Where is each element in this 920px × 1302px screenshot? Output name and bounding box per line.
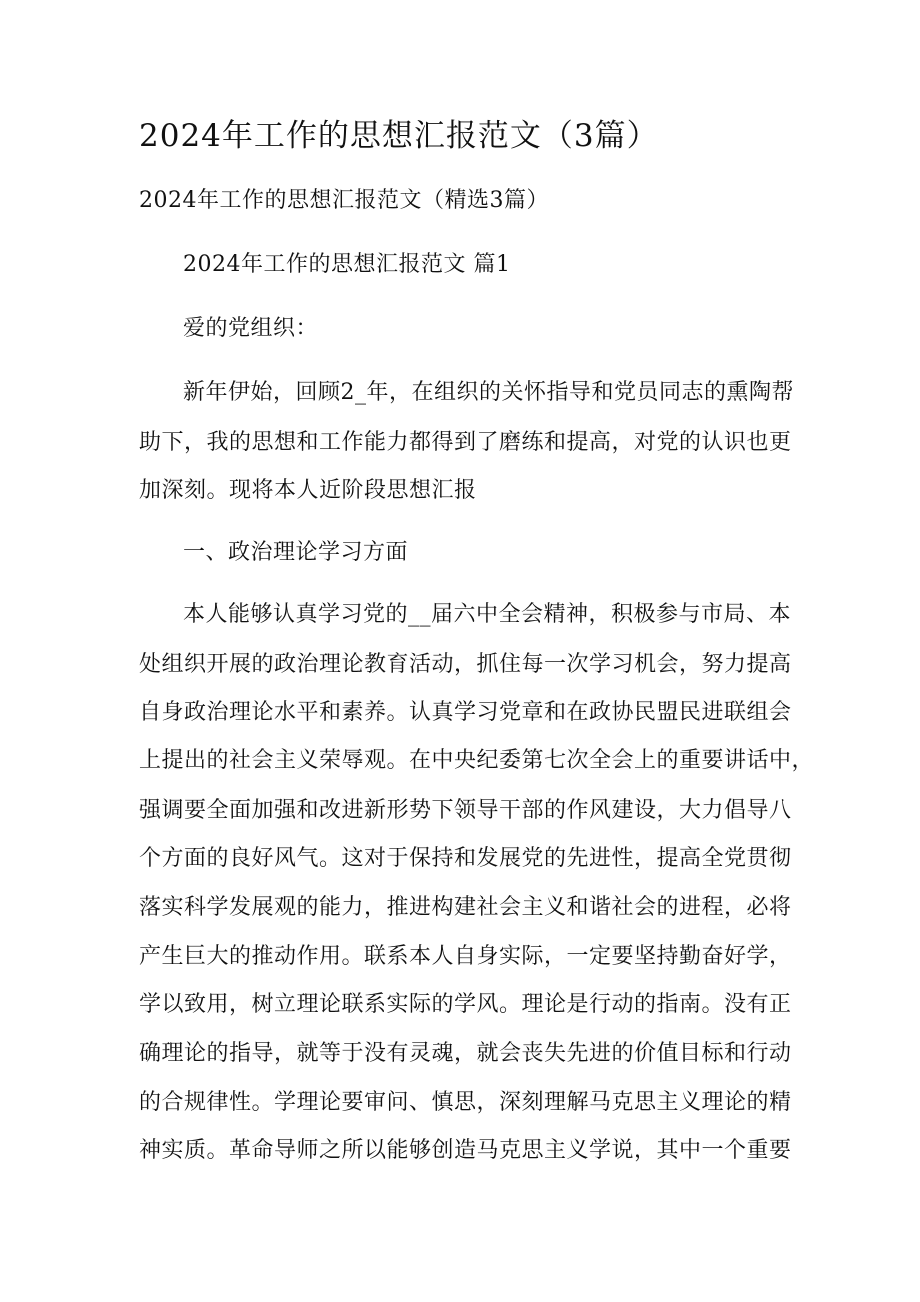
salutation: 爱的党组织： bbox=[183, 316, 319, 341]
paragraph-line: 强调要全面加强和改进新形势下领导干部的作风建设，大力倡导八 bbox=[139, 798, 792, 823]
paragraph-line: 助下，我的思想和工作能力都得到了磨练和提高，对党的认识也更 bbox=[139, 430, 792, 455]
section-heading: 2024年工作的思想汇报范文 篇1 bbox=[183, 252, 511, 277]
document-title: 2024年工作的思想汇报范文（3篇） bbox=[139, 118, 659, 154]
paragraph-line: 新年伊始，回顾2_年，在组织的关怀指导和党员同志的熏陶帮 bbox=[183, 380, 794, 405]
paragraph-line: 自身政治理论水平和素养。认真学习党章和在政协民盟民进联组会 bbox=[139, 700, 792, 725]
paragraph-line: 个方面的良好风气。这对于保持和发展党的先进性，提高全党贯彻 bbox=[139, 846, 792, 871]
paragraph-line: 确理论的指导，就等于没有灵魂，就会丧失先进的价值目标和行动 bbox=[139, 1041, 792, 1066]
paragraph-line: 神实质。革命导师之所以能够创造马克思主义学说，其中一个重要 bbox=[139, 1138, 792, 1163]
paragraph-line: 的合规律性。学理论要审问、慎思，深刻理解马克思主义理论的精 bbox=[139, 1090, 792, 1115]
paragraph-line: 加深刻。现将本人近阶段思想汇报 bbox=[139, 478, 477, 503]
document-subtitle: 2024年工作的思想汇报范文（精选3篇） bbox=[139, 188, 549, 213]
paragraph-line: 产生巨大的推动作用。联系本人自身实际，一定要坚持勤奋好学， bbox=[139, 944, 792, 969]
paragraph-line: 上提出的社会主义荣辱观。在中央纪委第七次全会上的重要讲话中， bbox=[139, 748, 815, 773]
paragraph-line: 处组织开展的政治理论教育活动，抓住每一次学习机会，努力提高 bbox=[139, 652, 792, 677]
paragraph-line: 落实科学发展观的能力，推进构建社会主义和谐社会的进程，必将 bbox=[139, 895, 792, 920]
heading-political-theory: 一、政治理论学习方面 bbox=[183, 540, 409, 565]
paragraph-line: 本人能够认真学习党的__届六中全会精神，积极参与市局、本 bbox=[183, 602, 792, 627]
paragraph-line: 学以致用，树立理论联系实际的学风。理论是行动的指南。没有正 bbox=[139, 992, 792, 1017]
